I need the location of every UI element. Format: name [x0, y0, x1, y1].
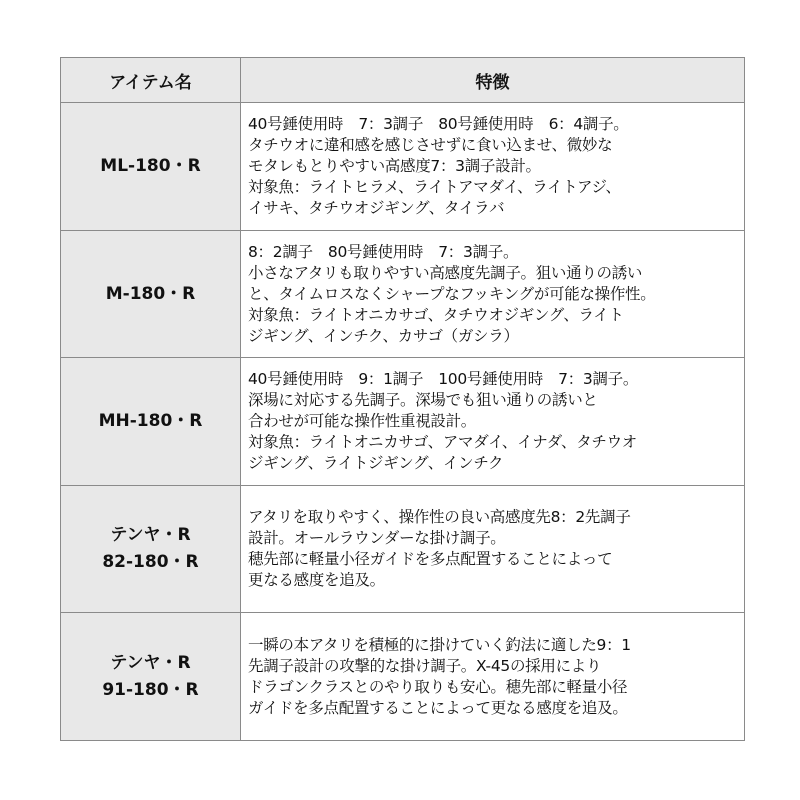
- table-row: [61, 613, 745, 741]
- item-name-cell: [61, 486, 241, 613]
- feature-line: 深場に対応する先調子。深場でも狙い通りの誘いと: [248, 391, 598, 409]
- feature-line: 設計。オールラウンダーな掛け調子。: [248, 529, 506, 547]
- spec-table: [60, 57, 745, 741]
- item-name: テンヤ・R: [110, 652, 191, 673]
- table-row: [61, 358, 745, 486]
- header-item-name: アイテム名: [61, 58, 241, 103]
- item-name: MH-180・R: [98, 411, 203, 431]
- features-cell: [241, 231, 745, 358]
- feature-line: モタレもとりやすい高感度7：3調子設計。: [248, 157, 541, 175]
- item-name: M-180・R: [105, 283, 196, 304]
- item-name-model: 91-180・R: [102, 679, 199, 700]
- features-cell: [241, 103, 745, 231]
- feature-line: 穂先部に軽量小径ガイドを多点配置することによって: [248, 550, 613, 568]
- item-name-cell: [61, 103, 241, 231]
- feature-line: 40号錘使用時 7：3調子 80号錘使用時 6：4調子。: [248, 115, 629, 133]
- feature-line: 対象魚：ライトヒラメ、ライトアマダイ、ライトアジ、: [248, 178, 621, 196]
- feature-line: と、タイムロスなくシャープなフッキングが可能な操作性。: [248, 284, 656, 303]
- header-row: [61, 58, 745, 103]
- feature-line: ジギング、インチク、カサゴ（ガシラ）: [248, 326, 519, 345]
- table-row: [61, 486, 745, 613]
- features-cell: [241, 613, 745, 741]
- feature-line: 一瞬の本アタリを積極的に掛けていく釣法に適した9：1: [248, 635, 631, 654]
- table-row: [61, 231, 745, 358]
- item-name-cell: [61, 231, 241, 358]
- feature-line: タチウオに違和感を感じさせずに食い込ませ、微妙な: [248, 136, 613, 154]
- feature-line: ドラゴンクラスとのやり取りも安心。穂先部に軽量小径: [248, 677, 628, 696]
- feature-line: 小さなアタリも取りやすい高感度先調子。狙い通りの誘い: [248, 263, 643, 282]
- feature-line: 対象魚：ライトオニカサゴ、タチウオジギング、ライト: [248, 305, 624, 324]
- item-name-cell: [61, 613, 241, 741]
- feature-line: ジギング、ライトジギング、インチク: [248, 454, 504, 472]
- table-row: [61, 103, 745, 231]
- feature-line: 先調子設計の攻撃的な掛け調子。X-45の採用により: [248, 656, 602, 675]
- feature-line: 合わせが可能な操作性重視設計。: [248, 412, 477, 430]
- header-features: 特徴: [241, 58, 745, 103]
- item-name-model: 82-180・R: [102, 552, 199, 572]
- feature-line: 対象魚：ライトオニカサゴ、アマダイ、イナダ、タチウオ: [248, 433, 638, 451]
- feature-line: 8：2調子 80号錘使用時 7：3調子。: [248, 242, 519, 261]
- features-cell: [241, 358, 745, 486]
- feature-line: 更なる感度を追及。: [248, 571, 385, 589]
- feature-line: ガイドを多点配置することによって更なる感度を追及。: [248, 698, 628, 717]
- item-name: テンヤ・R: [110, 525, 191, 545]
- feature-line: 40号錘使用時 9：1調子 100号錘使用時 7：3調子。: [248, 370, 639, 388]
- feature-line: アタリを取りやすく、操作性の良い高感度先8：2先調子: [248, 508, 631, 526]
- features-cell: [241, 486, 745, 613]
- item-name-cell: [61, 358, 241, 486]
- feature-line: イサキ、タチウオジギング、タイラバ: [248, 199, 505, 217]
- item-name: ML-180・R: [100, 156, 201, 176]
